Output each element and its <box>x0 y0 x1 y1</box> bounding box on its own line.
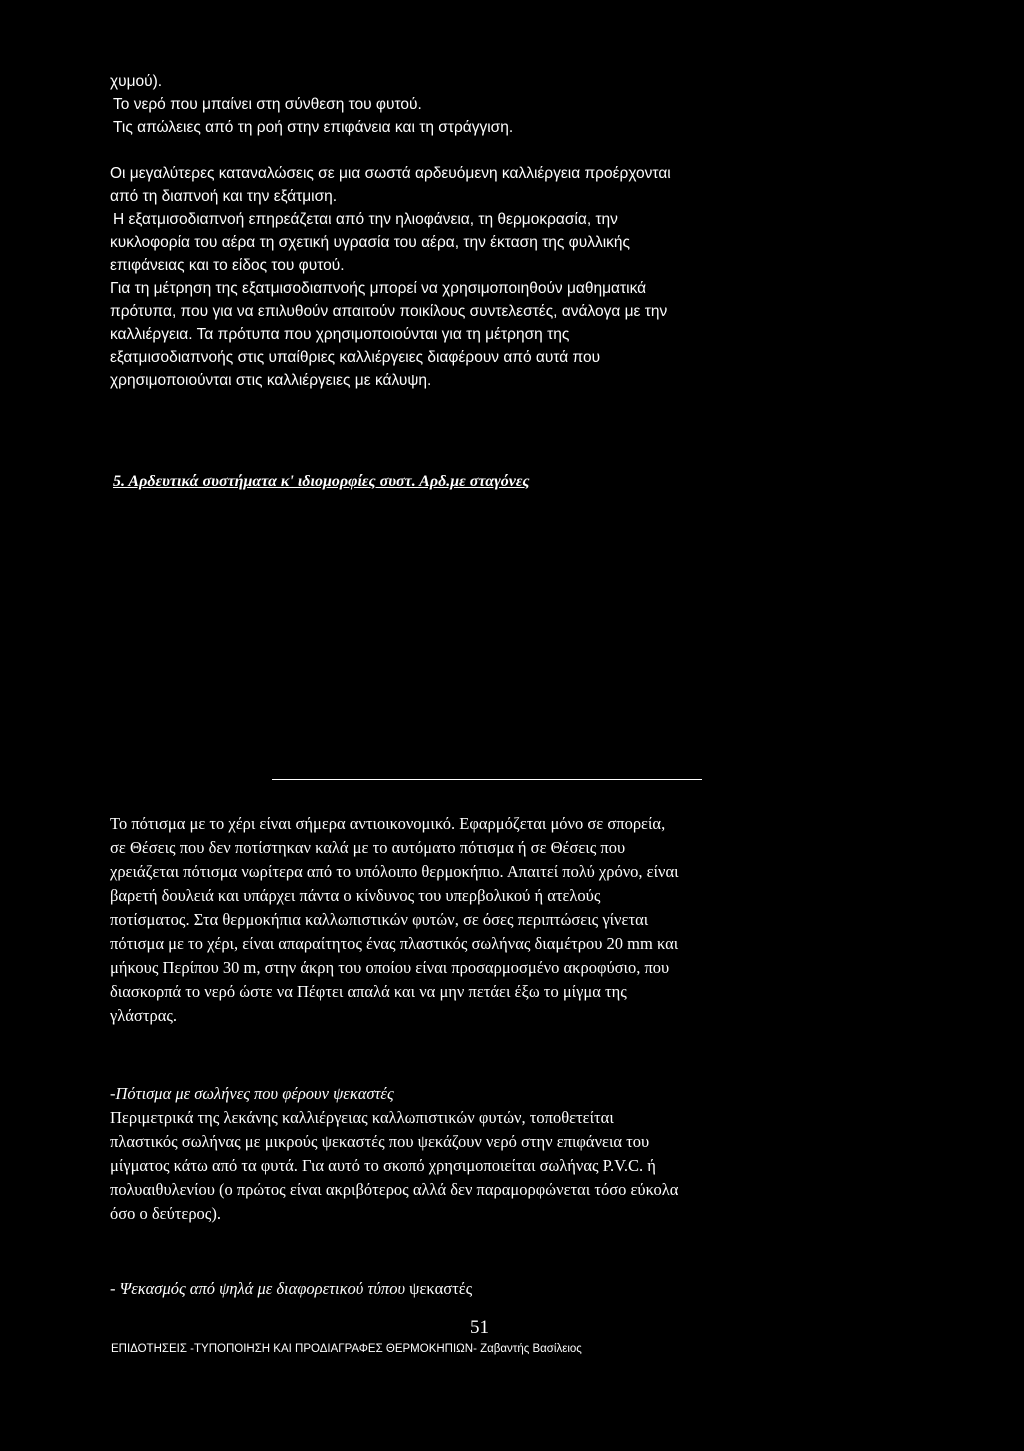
top-paragraphs <box>110 70 671 392</box>
text-line: χυμού). <box>110 73 163 90</box>
text-line: πολυαιθυλενίου (ο πρώτος είναι ακριβότερος αλλά δεν παραμορφώνεται τόσο εύκολα <box>110 1180 679 1199</box>
text-line: από τη διαπνοή και την εξάτμιση. <box>110 188 338 205</box>
blank-line <box>110 139 671 162</box>
text-line: βαρετή δουλειά και υπάρχει πάντα ο κίνδυνος του υπερβολικού ή ατελούς <box>110 886 601 905</box>
sprinkler-hoses-section <box>110 1082 678 1226</box>
hand-watering-paragraph <box>110 812 679 1028</box>
text-line: Οι μεγαλύτερες καταναλώσεις σε μια σωστά αρδευόμενη καλλιέργεια προέρχονται <box>110 165 671 182</box>
text-line: Η εξατμισοδιαπνοή επηρεάζεται από την ηλιοφάνεια, τη θερμοκρασία, την <box>113 211 618 228</box>
title-suffix: ψεκαστές <box>405 1279 473 1298</box>
text-line: γλάστρας. <box>110 1006 177 1025</box>
text-line: χρειάζεται πότισμα νωρίτερα από το υπόλοιπο θερμοκήπιο. Απαιτεί πολύ χρόνο, είναι <box>110 862 679 881</box>
text-line: πλαστικός σωλήνας με μικρούς ψεκαστές που ψεκάζουν νερό στην επιφάνεια του <box>110 1132 650 1151</box>
subsection-title: -Πότισμα με σωλήνες που φέρουν ψεκαστές <box>110 1084 394 1103</box>
text-line: καλλιέργεια. Τα πρότυπα που χρησιμοποιούνται για τη μέτρηση της <box>110 326 570 343</box>
text-line: πότισμα με το χέρι, είναι απαραίτητος ένας πλαστικός σωλήνας διαμέτρου 20 mm και <box>110 934 679 953</box>
text-line: Περιμετρικά της λεκάνης καλλιέργειας καλλωπιστικών φυτών, τοποθετείται <box>110 1108 614 1127</box>
horizontal-rule <box>272 779 702 780</box>
text-line: πρότυπα, που για να επιλυθούν απαιτούν ποικίλους συντελεστές, ανάλογα με την <box>110 303 668 320</box>
text-line: Τις απώλειες από τη ροή στην επιφάνεια και τη στράγγιση. <box>113 119 514 136</box>
text-line: Το πότισμα με το χέρι είναι σήμερα αντιοικονομικό. Εφαρμόζεται μόνο σε σπορεία, <box>110 814 666 833</box>
text-line: εξατμισοδιαπνοής στις υπαίθριες καλλιέργειες διαφέρουν από αυτά που <box>110 349 601 366</box>
text-line: χρησιμοποιούνται στις καλλιέργειες με κάλυψη. <box>110 372 432 389</box>
text-line: επιφάνειας και το είδος του φυτού. <box>110 257 345 274</box>
text-line: κυκλοφορία του αέρα τη σχετική υγρασία του αέρα, την έκταση της φυλλικής <box>110 234 630 251</box>
section-heading: 5. Αρδευτικά συστήματα κ' ιδιομορφίες συστ. Αρδ.με σταγόνες <box>113 473 530 490</box>
text-line: όσο ο δεύτερος). <box>110 1204 221 1223</box>
text-line: Για τη μέτρηση της εξατμισοδιαπνοής μπορεί να χρησιμοποιηθούν μαθηματικά <box>110 280 647 297</box>
text-line: διασκορπά το νερό ώστε να Πέφτει απαλά και να μην πετάει έξω το μίγμα της <box>110 982 627 1001</box>
text-line: ποτίσματος. Στα θερμοκήπια καλλωπιστικών φυτών, σε όσες περιπτώσεις γίνεται <box>110 910 649 929</box>
subsection-title-line <box>110 1277 472 1301</box>
text-line: Το νερό που μπαίνει στη σύνθεση του φυτού. <box>113 96 422 113</box>
high-sprinklers-subsection <box>110 1277 472 1301</box>
text-line: μήκους Περίπου 30 m, στην άκρη του οποίου είναι προσαρμοσμένο ακροφύσιο, που <box>110 958 670 977</box>
subsection-title: Ψεκασμός από ψηλά με διαφορετικού τύπου <box>119 1279 406 1298</box>
title-prefix: - <box>110 1279 120 1298</box>
page-footer: ΕΠΙΔΟΤΗΣΕΙΣ -ΤΥΠΟΠΟΙΗΣΗ ΚΑΙ ΠΡΟΔΙΑΓΡΑΦΕΣ ΘΕΡΜΟΚΗΠΙΩΝ- Ζαβαντής Βασίλειος <box>111 1343 582 1355</box>
text-line: μίγματος κάτω από τα φυτά. Για αυτό το σκοπό χρησιμοποιείται σωλήνας P.V.C. ή <box>110 1156 656 1175</box>
text-line: σε Θέσεις που δεν ποτίστηκαν καλά με το αυτόματο πότισμα ή σε Θέσεις που <box>110 838 626 857</box>
page-number: 51 <box>470 1317 489 1338</box>
